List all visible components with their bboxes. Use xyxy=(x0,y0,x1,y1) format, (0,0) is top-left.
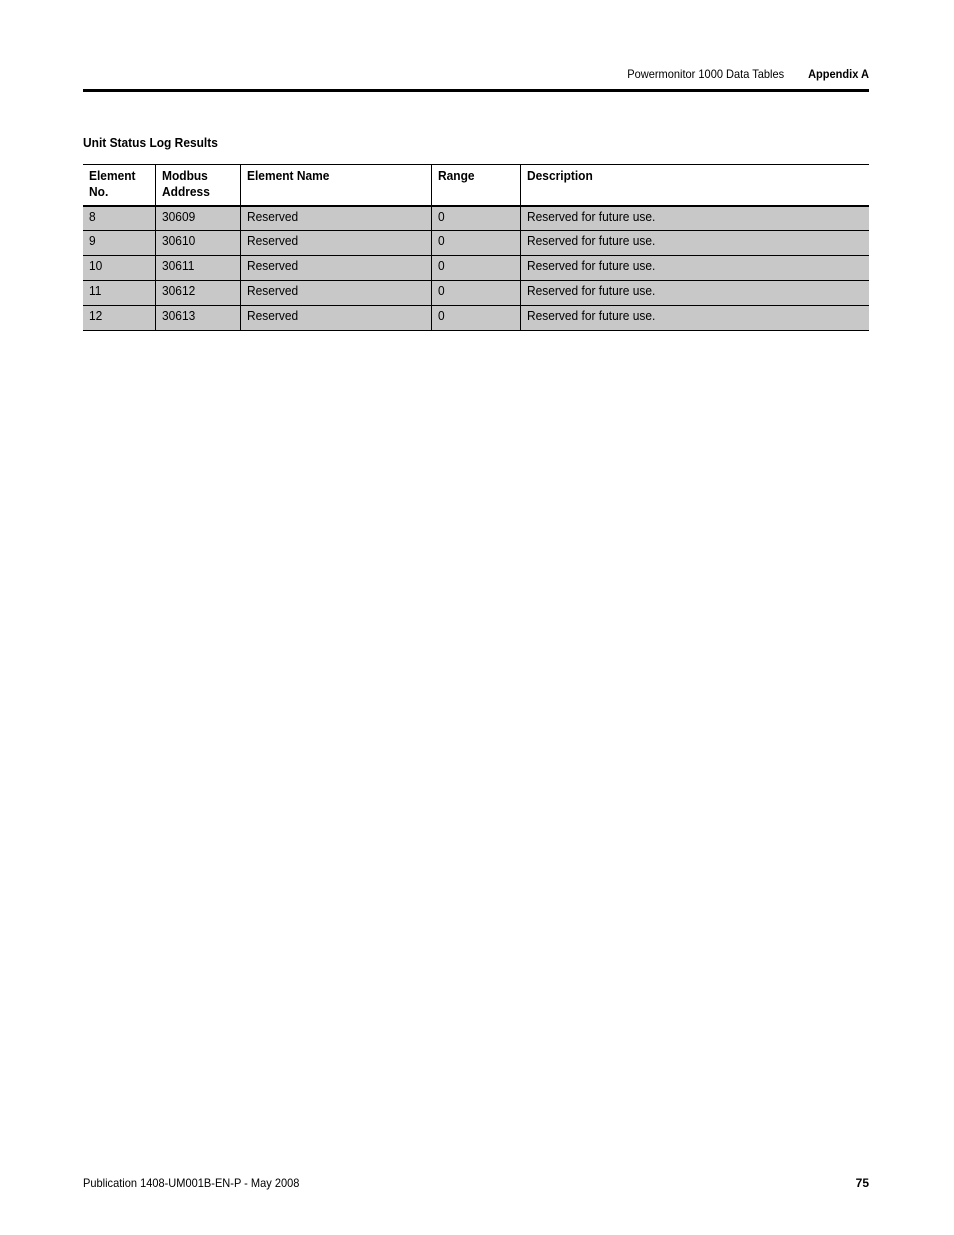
cell-description: Reserved for future use. xyxy=(520,306,869,331)
table-row xyxy=(83,231,869,256)
table-row xyxy=(83,206,869,231)
column-header-line: Modbus xyxy=(161,168,208,183)
table-title: Unit Status Log Results xyxy=(83,135,218,150)
cell-modbus-address: 30611 xyxy=(155,256,240,281)
unit-status-log-table xyxy=(83,164,869,331)
column-header-line: Address xyxy=(161,184,210,199)
cell-range: 0 xyxy=(431,281,520,306)
column-header-modbus-address xyxy=(155,165,240,206)
cell-description: Reserved for future use. xyxy=(520,231,869,256)
page-header xyxy=(146,66,869,82)
cell-modbus-address: 30613 xyxy=(155,306,240,331)
table-row xyxy=(83,281,869,306)
cell-modbus-address: 30609 xyxy=(155,206,240,231)
column-header-element-name: Element Name xyxy=(240,165,431,206)
column-header-range: Range xyxy=(431,165,520,206)
cell-element-name: Reserved xyxy=(240,206,431,231)
cell-range: 0 xyxy=(431,206,520,231)
cell-range: 0 xyxy=(431,256,520,281)
cell-modbus-address: 30610 xyxy=(155,231,240,256)
page-number: 75 xyxy=(855,1176,869,1190)
publication-footer: Publication 1408-UM001B-EN-P - May 2008 xyxy=(83,1176,300,1190)
cell-description: Reserved for future use. xyxy=(520,281,869,306)
cell-description: Reserved for future use. xyxy=(520,206,869,231)
header-rule xyxy=(83,89,869,92)
cell-element-name: Reserved xyxy=(240,306,431,331)
cell-element-no: 9 xyxy=(89,233,96,248)
cell-element-name: Reserved xyxy=(240,256,431,281)
column-header-line: Element xyxy=(89,168,136,183)
running-title: Powermonitor 1000 Data Tables xyxy=(627,67,785,81)
cell-modbus-address: 30612 xyxy=(155,281,240,306)
table-row xyxy=(83,256,869,281)
cell-element-no: 8 xyxy=(89,208,96,224)
table-row xyxy=(83,306,869,331)
appendix-label: Appendix A xyxy=(808,67,869,81)
cell-element-no: 12 xyxy=(89,308,103,323)
cell-description: Reserved for future use. xyxy=(520,256,869,281)
cell-element-name: Reserved xyxy=(240,281,431,306)
cell-range: 0 xyxy=(431,306,520,331)
table-header xyxy=(83,165,869,206)
cell-element-name: Reserved xyxy=(240,231,431,256)
column-header-line: No. xyxy=(89,184,109,199)
cell-range: 0 xyxy=(431,231,520,256)
table-header-row xyxy=(83,165,869,206)
table-body xyxy=(83,206,869,331)
cell-element-no: 11 xyxy=(89,283,102,298)
column-header-element-no xyxy=(83,165,155,206)
cell-element-no: 10 xyxy=(89,258,103,273)
column-header-description: Description xyxy=(520,165,869,206)
